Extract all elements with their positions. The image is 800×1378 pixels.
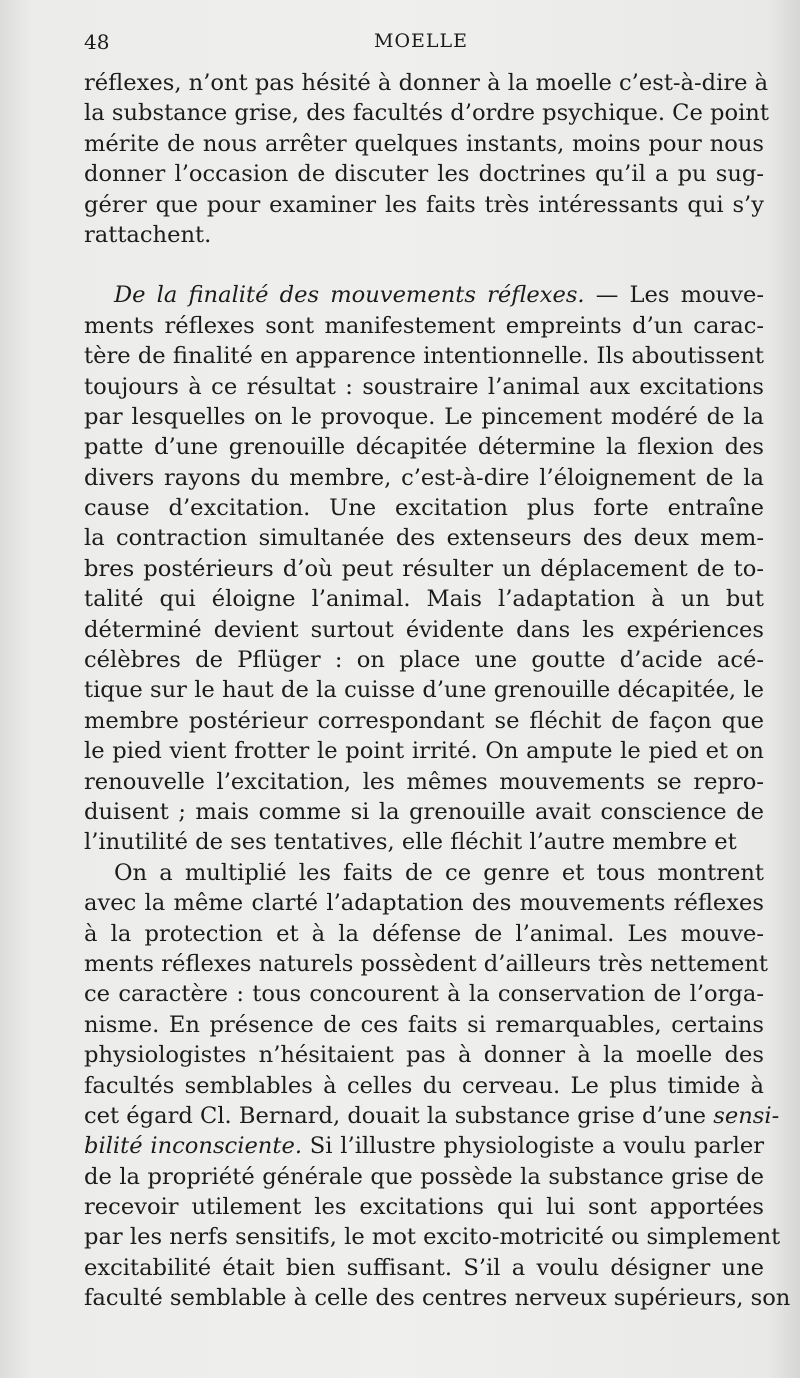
page-body <box>84 68 791 1314</box>
text-line: toujours à ce résultat : soustraire l’animal aux excitations <box>84 373 764 400</box>
text-line: physiologistes n’hésitaient pas à donner à la moelle des <box>84 1042 764 1069</box>
text-line: ce caractère : tous concourent à la conservation de l’orga- <box>84 981 764 1008</box>
text-line: faculté semblable à celle des centres nerveux supérieurs, son <box>84 1285 791 1312</box>
section-gap <box>84 250 764 280</box>
text-line: cause d’excitation. Une excitation plus forte entraîne <box>84 495 764 522</box>
text-line: gérer que pour examiner les faits très intéressants qui s’y <box>84 191 764 218</box>
section-heading-line <box>84 280 764 310</box>
text-line: l’inutilité de ses tentatives, elle fléchit l’autre membre et <box>84 829 737 856</box>
text-line: recevoir utilement les excitations qui lui sont apportées <box>84 1194 764 1221</box>
text-line: le pied vient frotter le point irrité. On ampute le pied et on <box>84 738 764 765</box>
text-line: excitabilité était bien suffisant. S’il a voulu désigner une <box>84 1254 764 1281</box>
paragraph-3 <box>84 858 791 1314</box>
text-line: tère de finalité en apparence intentionnelle. Ils aboutissent <box>84 343 764 370</box>
text-line: mérite de nous arrêter quelques instants, moins pour nous <box>84 130 764 157</box>
running-head: MOELLE <box>373 30 468 52</box>
text-line: déterminé devient surtout évidente dans les expériences <box>84 616 764 643</box>
text-line: facultés semblables à celles du cerveau. Le plus timide à <box>84 1072 764 1099</box>
text-run: — Les mouve- <box>595 282 765 309</box>
text-line: par les nerfs sensitifs, le mot excito-motricité ou simplement <box>84 1224 781 1251</box>
text-line: duisent ; mais comme si la grenouille avait conscience de <box>84 798 764 825</box>
text-line: On a multiplié les faits de ce genre et tous montrent <box>114 859 764 886</box>
page-header <box>84 30 758 60</box>
text-line: rattachent. <box>84 221 212 248</box>
text-line: donner l’occasion de discuter les doctrines qu’il a pu sug- <box>84 161 764 188</box>
italic-term: sensi- <box>713 1102 780 1129</box>
text-line: divers rayons du membre, c’est-à-dire l’éloignement de la <box>84 464 764 491</box>
text-run: Si l’illustre physiologiste a voulu parler <box>309 1133 764 1160</box>
section-heading: De la finalité des mouvements réflexes. <box>114 282 585 309</box>
text-line-mixed <box>84 1131 764 1161</box>
text-line: membre postérieur correspondant se fléchit de façon que <box>84 707 764 734</box>
text-line: réflexes, n’ont pas hésité à donner à la moelle c’est-à-dire à <box>84 70 769 96</box>
text-line: ments réflexes naturels possèdent d’ailleurs très nettement <box>84 950 769 977</box>
text-line: nisme. En présence de ces faits si remarquables, certains <box>84 1011 764 1038</box>
text-line: à la protection et à la défense de l’animal. Les mouve- <box>84 920 764 947</box>
paragraph-2 <box>84 280 764 857</box>
page-number: 48 <box>84 30 110 54</box>
text-line: tique sur le haut de la cuisse d’une grenouille décapitée, le <box>84 677 764 704</box>
text-line: talité qui éloigne l’animal. Mais l’adaptation à un but <box>84 586 764 613</box>
text-line: la substance grise, des facultés d’ordre psychique. Ce point <box>84 100 769 127</box>
text-run: cet égard Cl. Bernard, douait la substance grise d’une <box>84 1102 707 1129</box>
text-line: par lesquelles on le provoque. Le pincement modéré de la <box>84 403 764 430</box>
text-line: bres postérieurs d’où peut résulter un déplacement de to- <box>84 555 764 582</box>
text-line-mixed <box>84 1101 780 1131</box>
text-line: de la propriété générale que possède la substance grise de <box>84 1163 764 1190</box>
text-line: renouvelle l’excitation, les mêmes mouvements se repro- <box>84 768 764 795</box>
text-line: avec la même clarté l’adaptation des mouvements réflexes <box>84 890 764 917</box>
text-line: ments réflexes sont manifestement empreints d’un carac- <box>84 312 764 339</box>
italic-term: bilité inconsciente. <box>84 1133 302 1160</box>
text-line: la contraction simultanée des extenseurs des deux mem- <box>84 525 764 552</box>
paragraph-1 <box>84 68 769 250</box>
text-line: célèbres de Pflüger : on place une goutte d’acide acé- <box>84 647 764 674</box>
text-line: patte d’une grenouille décapitée détermine la flexion des <box>84 434 764 461</box>
